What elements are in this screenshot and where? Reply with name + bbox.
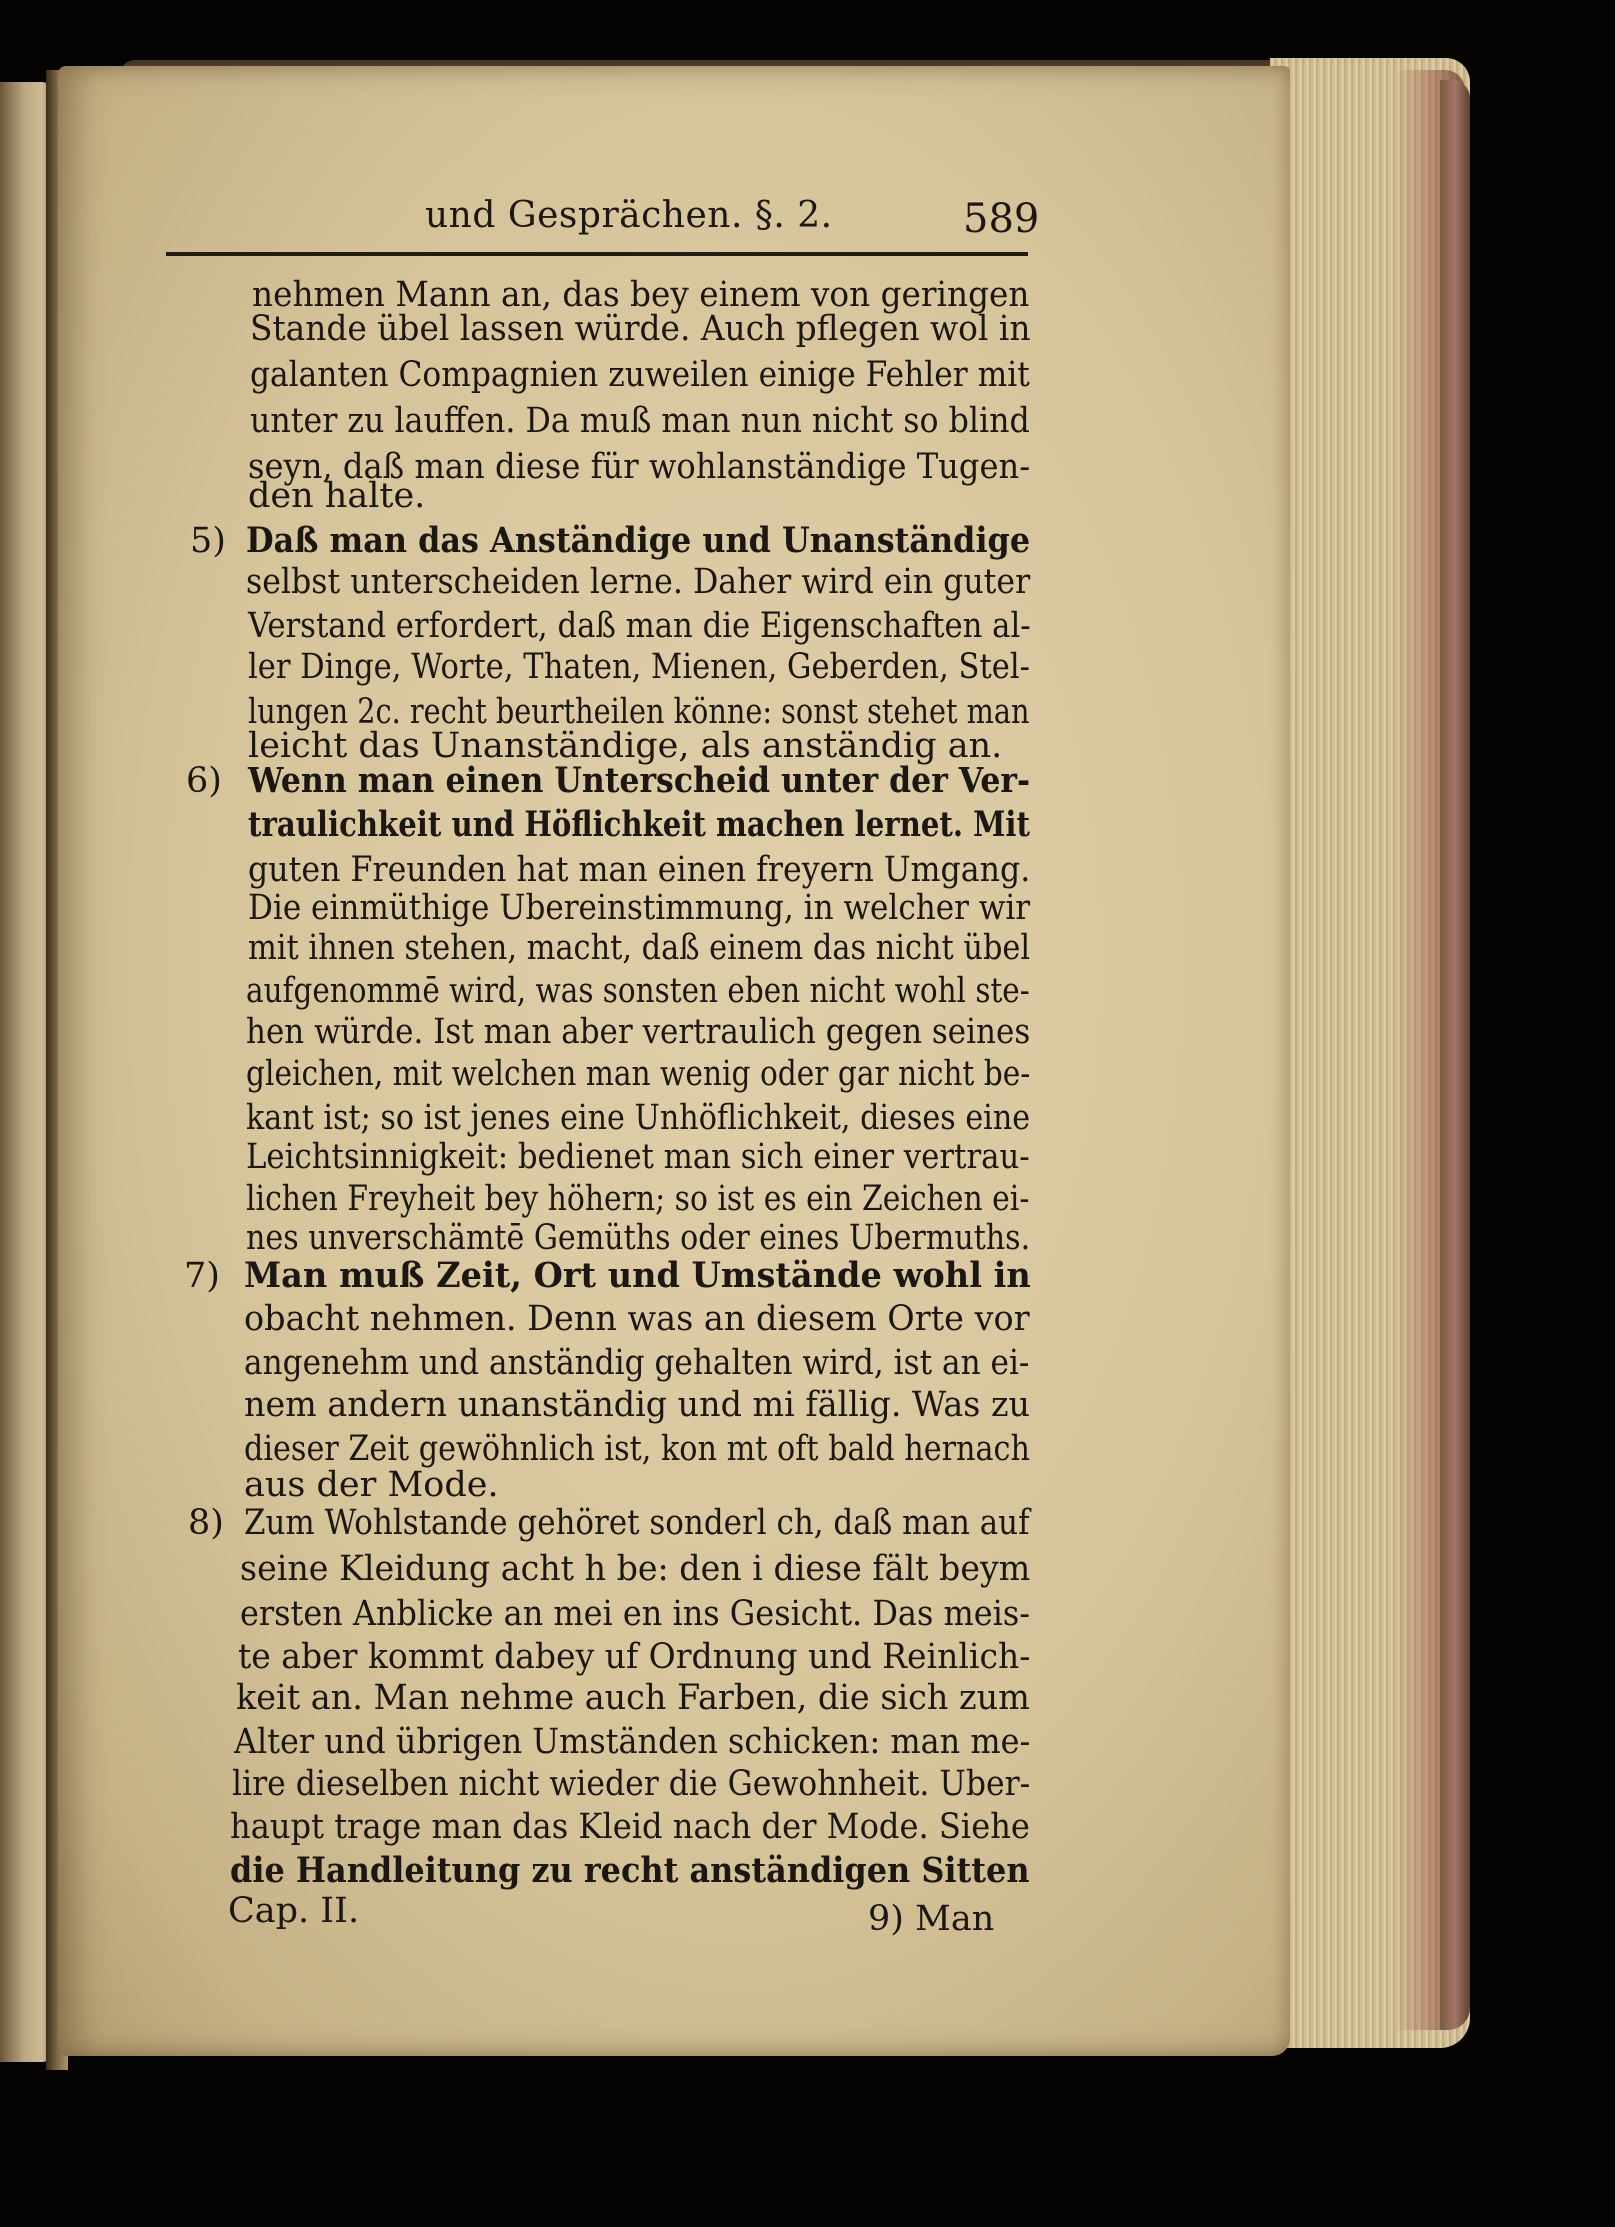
- text-line: Verstand erfordert, daß man die Eigenschaften al-: [248, 606, 1031, 646]
- text-line: guten Freunden hat man einen freyern Umgang.: [248, 850, 1031, 890]
- page-number: 589: [963, 196, 1040, 242]
- catchword: 9) Man: [868, 1899, 995, 1939]
- paragraph-number-5: 5): [190, 521, 226, 561]
- text-line: Die einmüthige Ubereinstimmung, in welcher wir: [248, 888, 1031, 928]
- text-line: aus der Mode.: [244, 1465, 499, 1505]
- book-cover-edge: [1440, 80, 1470, 2030]
- text-line: traulichkeit und Höflichkeit machen lernet. Mit: [248, 804, 1030, 845]
- text-line: nes unverschämtē Gemüths oder eines Ubermuths.: [246, 1218, 1031, 1258]
- text-line: die Handleitung zu recht anständigen Sitten: [230, 1850, 1030, 1891]
- text-line: Man muß Zeit, Ort und Umstände wohl in: [244, 1255, 1031, 1296]
- text-line: kant ist; so ist jenes eine Unhöflichkeit, dieses eine: [246, 1098, 1031, 1138]
- text-line: lichen Freyheit bey höhern; so ist es ein Zeichen ei-: [246, 1179, 1030, 1219]
- running-head: und Gesprächen. §. 2.: [425, 195, 833, 236]
- text-line: Wenn man einen Unterscheid unter der Ver-: [248, 760, 1031, 801]
- text-line: hen würde. Ist man aber vertraulich gegen seines: [246, 1012, 1031, 1052]
- paragraph-number-8: 8): [188, 1503, 224, 1543]
- text-line: Cap. II.: [228, 1891, 360, 1931]
- text-line: seine Kleidung acht h be: den i diese fält beym: [240, 1549, 1031, 1589]
- text-line: gleichen, mit welchen man wenig oder gar nicht be-: [246, 1054, 1031, 1094]
- paragraph-number-7: 7): [184, 1256, 220, 1296]
- text-line: Zum Wohlstande gehöret sonderl ch, daß man auf: [244, 1503, 1030, 1543]
- text-line: nem andern unanständig und mi fällig. Was zu: [244, 1385, 1030, 1425]
- text-line: haupt trage man das Kleid nach der Mode. Siehe: [230, 1807, 1030, 1847]
- header-rule: [166, 252, 1028, 256]
- text-line: lungen 2c. recht beurtheilen könne: sonst stehet man: [248, 692, 1030, 732]
- text-line: seyn, daß man diese für wohlanständige Tugen-: [248, 447, 1031, 487]
- paragraph-number-6: 6): [186, 761, 222, 801]
- left-page-edge: [0, 82, 52, 2062]
- text-line: galanten Compagnien zuweilen einige Fehler mit: [250, 355, 1030, 395]
- text-line: obacht nehmen. Denn was an diesem Orte vor: [244, 1299, 1030, 1339]
- text-line: mit ihnen stehen, macht, daß einem das nicht übel: [248, 928, 1031, 968]
- text-line: angenehm und anständig gehalten wird, ist an ei-: [244, 1343, 1030, 1383]
- text-line: ersten Anblicke an mei en ins Gesicht. Das meis-: [240, 1594, 1031, 1634]
- text-line: selbst unterscheiden lerne. Daher wird ein guter: [246, 562, 1031, 602]
- text-line: Stande übel lassen würde. Auch pflegen wol in: [250, 309, 1031, 349]
- text-line: dieser Zeit gewöhnlich ist, kon mt oft bald hernach: [244, 1429, 1030, 1469]
- text-line: nehmen Mann an, das bey einem von geringen: [252, 275, 1030, 315]
- text-line: lire dieselben nicht wieder die Gewohnheit. Uber-: [232, 1764, 1031, 1804]
- text-line: Leichtsinnigkeit: bedienet man sich einer vertrau-: [246, 1137, 1030, 1177]
- text-line: te aber kommt dabey uf Ordnung und Reinlich-: [238, 1637, 1031, 1677]
- text-line: leicht das Unanständige, als anständig an.: [248, 726, 1003, 766]
- text-line: keit an. Man nehme auch Farben, die sich zum: [236, 1678, 1030, 1718]
- text-line: Daß man das Anständige und Unanständige: [246, 520, 1031, 561]
- text-line: Alter und übrigen Umständen schicken: man me-: [234, 1722, 1031, 1762]
- text-line: unter zu lauffen. Da muß man nun nicht so blind: [250, 401, 1030, 441]
- text-line: den halte.: [248, 476, 426, 516]
- text-line: aufgenommē wird, was sonsten eben nicht wohl ste-: [246, 971, 1030, 1011]
- text-line: ler Dinge, Worte, Thaten, Mienen, Geberden, Stel-: [248, 647, 1030, 687]
